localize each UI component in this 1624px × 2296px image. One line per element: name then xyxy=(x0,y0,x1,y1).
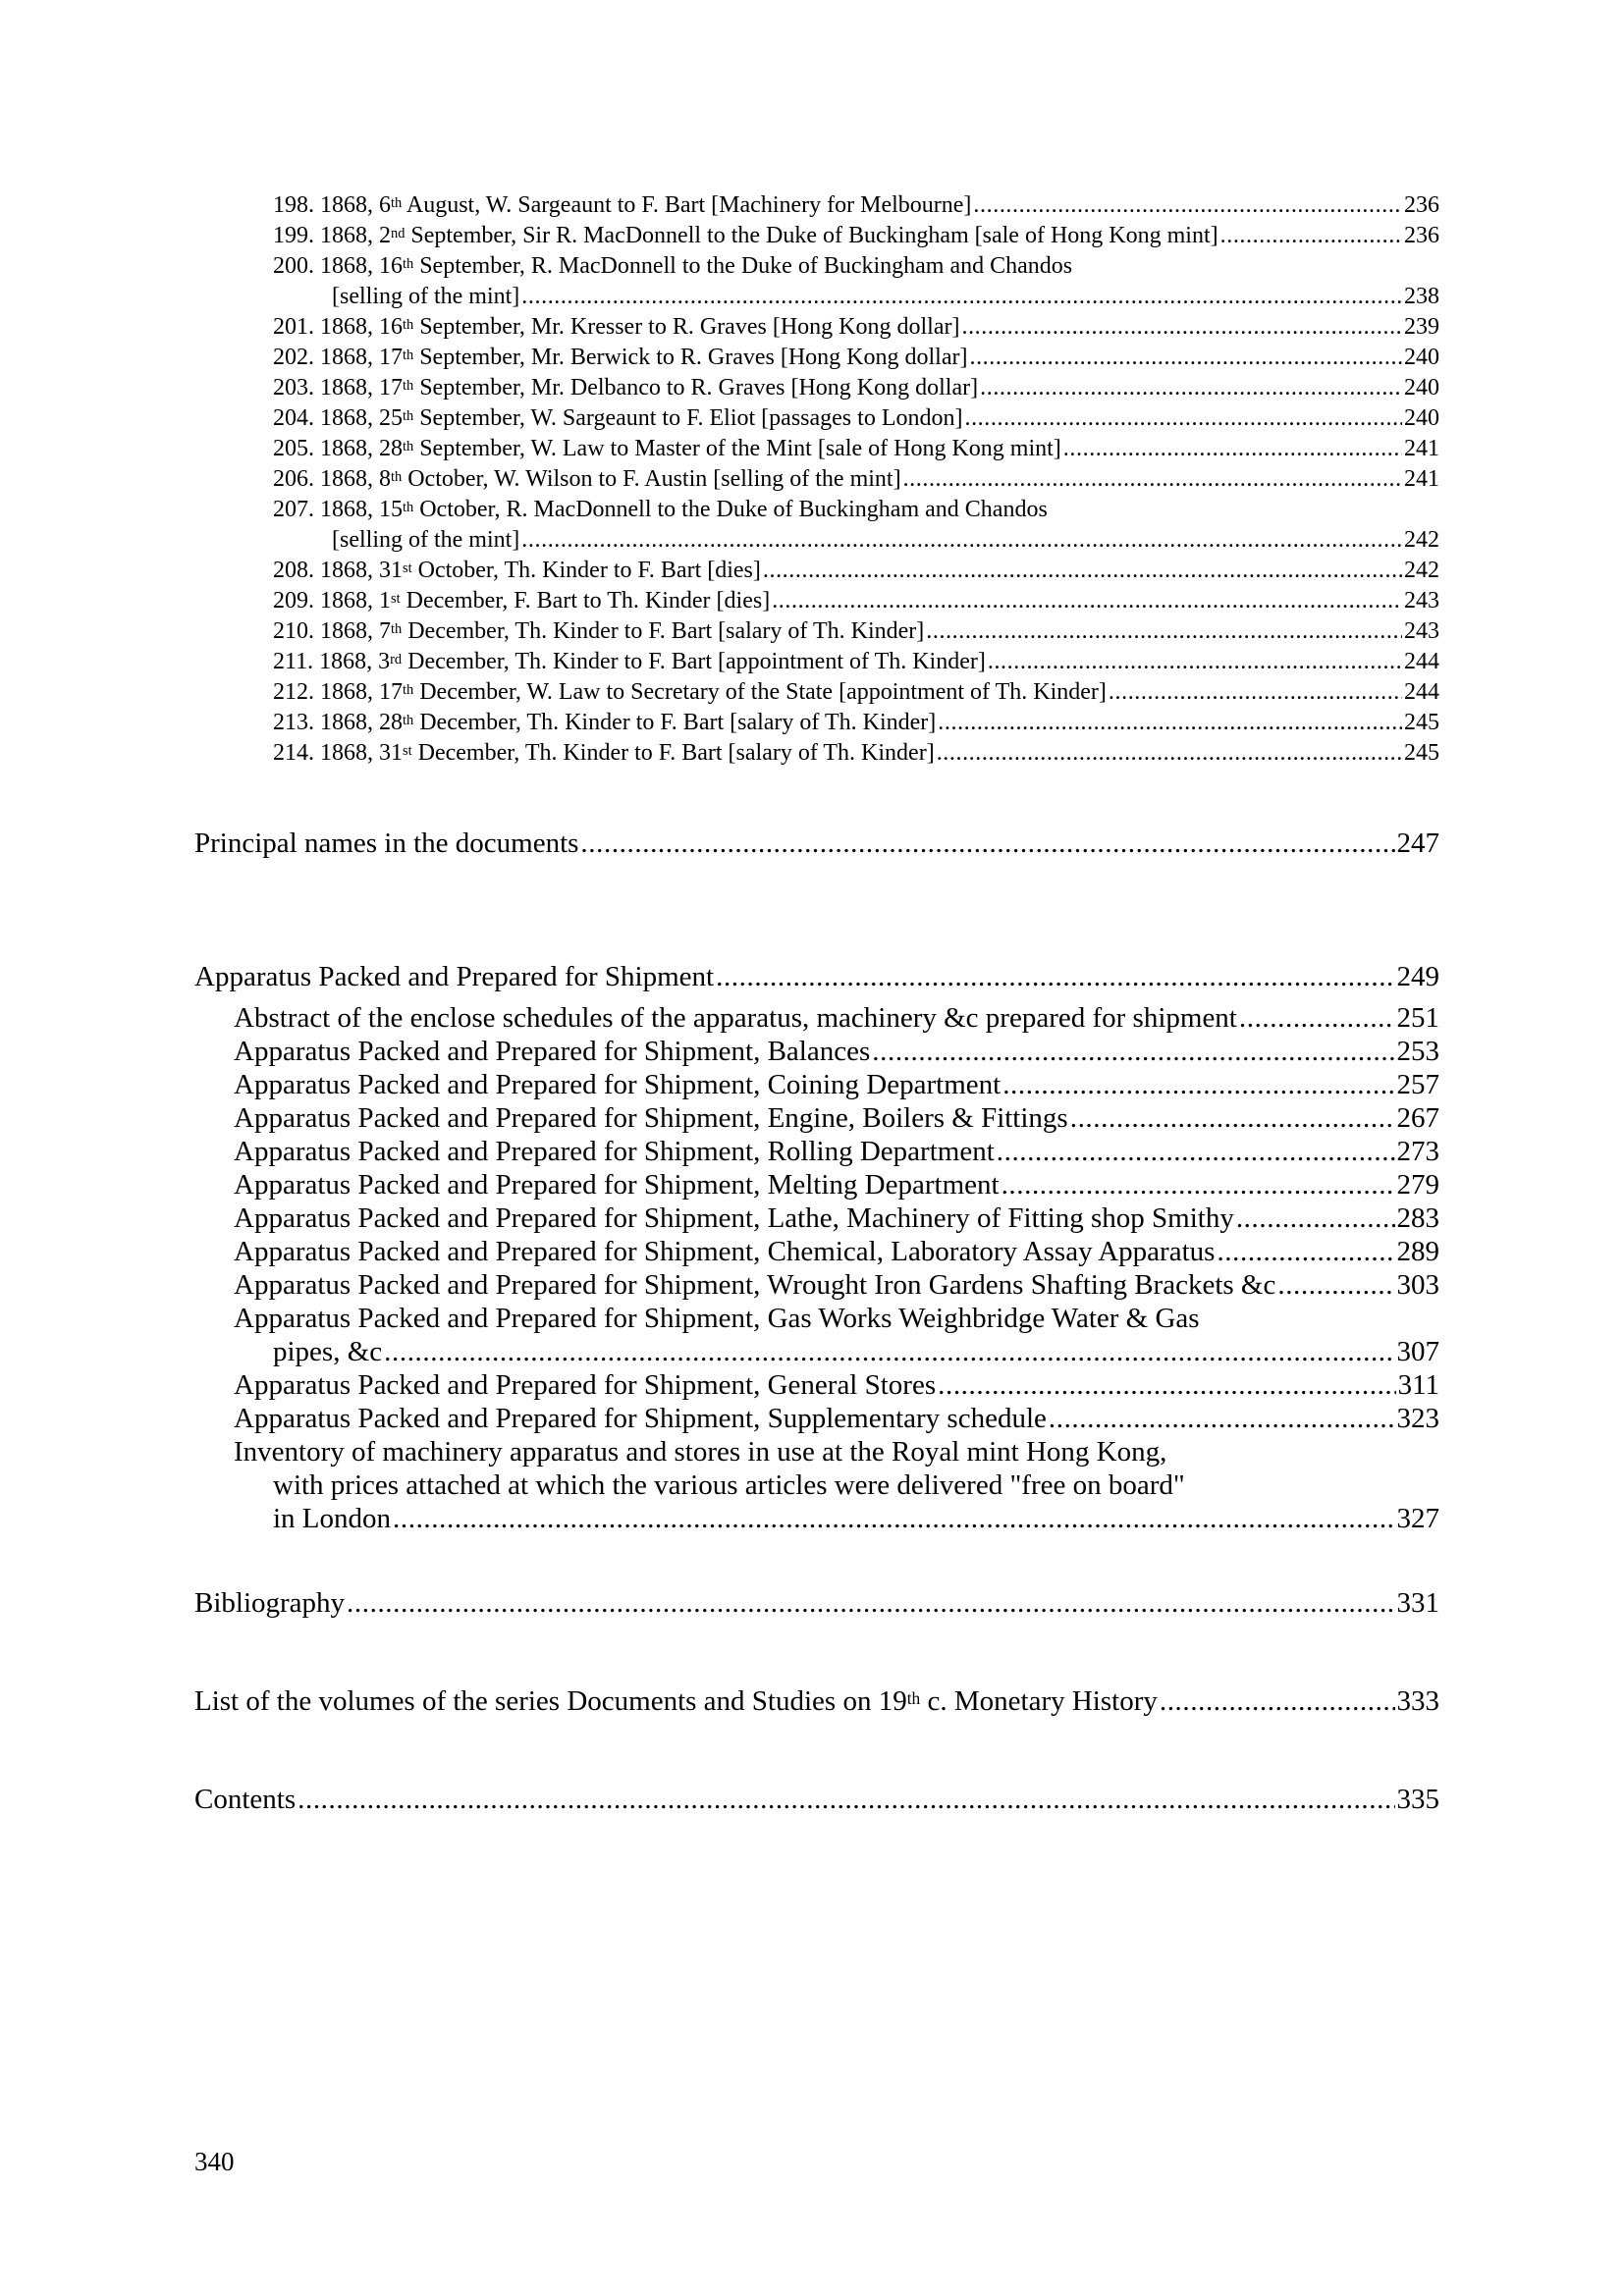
toc-entry-text: List of the volumes of the series Documents and Studies on 19th c. Monetary History xyxy=(194,1685,1158,1717)
toc-page-number: 245 xyxy=(1404,740,1439,766)
toc-page-number: 311 xyxy=(1397,1369,1439,1401)
leader-dots xyxy=(969,345,1402,371)
toc-page-number: 327 xyxy=(1396,1503,1439,1534)
toc-page-number: 243 xyxy=(1404,588,1439,614)
leader-dots xyxy=(926,618,1402,645)
toc-entry-202[interactable] xyxy=(273,345,1439,371)
toc-page-number: 307 xyxy=(1396,1336,1439,1367)
toc-page-number: 242 xyxy=(1404,527,1439,553)
toc-entry-text: Apparatus Packed and Prepared for Shipment, Balances xyxy=(234,1036,871,1067)
leader-dots xyxy=(298,1784,1394,1816)
toc-apparatus-heading[interactable] xyxy=(194,961,1439,993)
toc-contents[interactable] xyxy=(194,1784,1439,1816)
toc-entry-text: 206. 1868, 8th October, W. Wilson to F. Austin [selling of the mint] xyxy=(273,466,901,492)
toc-entry-text: 209. 1868, 1st December, F. Bart to Th. Kinder [dies] xyxy=(273,588,771,614)
leader-dots xyxy=(973,192,1402,219)
toc-apparatus-item[interactable] xyxy=(234,1002,1439,1035)
toc-entry-text: 201. 1868, 16th September, Mr. Kresser to R. Graves [Hong Kong dollar] xyxy=(273,314,960,340)
toc-apparatus-item[interactable] xyxy=(234,1369,1439,1402)
leader-dots xyxy=(347,1587,1394,1620)
leader-dots xyxy=(1220,223,1402,249)
toc-inventory[interactable] xyxy=(273,1503,1439,1535)
leader-dots xyxy=(1277,1269,1394,1302)
toc-apparatus-item[interactable] xyxy=(234,1102,1439,1135)
toc-entry-200[interactable] xyxy=(332,284,1439,310)
leader-dots xyxy=(1002,1069,1394,1101)
leader-dots xyxy=(521,284,1402,310)
toc-entry-text: Apparatus Packed and Prepared for Shipment, Lathe, Machinery of Fitting shop Smithy xyxy=(234,1202,1234,1234)
toc-entry-212[interactable] xyxy=(273,679,1439,706)
toc-page-number: 243 xyxy=(1404,618,1439,644)
leader-dots xyxy=(1109,679,1402,706)
toc-entry-text: [selling of the mint] xyxy=(332,527,520,553)
toc-apparatus-item[interactable] xyxy=(234,1036,1439,1068)
toc-page-number: 239 xyxy=(1404,314,1439,340)
toc-entry-text: 198. 1868, 6th August, W. Sargeaunt to F. Bart [Machinery for Melbourne] xyxy=(273,192,972,218)
leader-dots xyxy=(997,1136,1395,1168)
toc-page-number: 253 xyxy=(1396,1036,1439,1067)
toc-entry-214[interactable] xyxy=(273,740,1439,767)
toc-apparatus-item[interactable] xyxy=(234,1403,1439,1435)
toc-page-number: 249 xyxy=(1396,961,1439,992)
toc-entry-text: 205. 1868, 28th September, W. Law to Master of the Mint [sale of Hong Kong mint] xyxy=(273,436,1061,461)
toc-entry-text: Principal names in the documents xyxy=(194,828,579,859)
toc-entry-206[interactable] xyxy=(273,466,1439,493)
toc-entry-201[interactable] xyxy=(273,314,1439,341)
toc-entry-203[interactable] xyxy=(273,375,1439,401)
toc-entry-text: 203. 1868, 17th September, Mr. Delbanco to R. Graves [Hong Kong dollar] xyxy=(273,375,979,400)
leader-dots xyxy=(988,649,1402,675)
toc-entry-text: Apparatus Packed and Prepared for Shipment, Melting Department xyxy=(234,1169,1000,1201)
toc-page-number: 273 xyxy=(1396,1136,1439,1167)
leader-dots xyxy=(580,828,1394,860)
leader-dots xyxy=(384,1336,1394,1368)
toc-entry-text: Apparatus Packed and Prepared for Shipment, Coining Department xyxy=(234,1069,1001,1100)
toc-entry-text: Contents xyxy=(194,1784,297,1815)
toc-apparatus-item[interactable] xyxy=(234,1136,1439,1168)
toc-volumes-list[interactable] xyxy=(194,1685,1439,1718)
toc-page-number: 236 xyxy=(1404,223,1439,248)
toc-entry-210[interactable] xyxy=(273,618,1439,645)
toc-entry-204[interactable] xyxy=(273,405,1439,432)
toc-inventory-line2[interactable]: with prices attached at which the various articles were delivered "free on board" xyxy=(273,1469,1185,1501)
toc-entry-text: Apparatus Packed and Prepared for Shipment, General Stores xyxy=(234,1369,937,1401)
toc-entry-text: Apparatus Packed and Prepared for Shipment, Engine, Boilers & Fittings xyxy=(234,1102,1068,1134)
toc-page-number: 242 xyxy=(1404,558,1439,583)
toc-entry-text: 210. 1868, 7th December, Th. Kinder to F. Bart [salary of Th. Kinder] xyxy=(273,618,925,644)
toc-apparatus-item-line1[interactable]: Apparatus Packed and Prepared for Shipment, Gas Works Weighbridge Water & Gas xyxy=(234,1303,1200,1334)
toc-entry-text: 211. 1868, 3rd December, Th. Kinder to F. Bart [appointment of Th. Kinder] xyxy=(273,649,986,674)
page-number: 340 xyxy=(194,2147,235,2176)
toc-page-number: 236 xyxy=(1404,192,1439,218)
toc-entry-213[interactable] xyxy=(273,710,1439,736)
toc-page-number: 244 xyxy=(1404,679,1439,705)
toc-page-number: 331 xyxy=(1396,1587,1439,1619)
leader-dots xyxy=(1063,436,1402,462)
toc-page-number: 289 xyxy=(1396,1236,1439,1267)
toc-apparatus-item[interactable] xyxy=(234,1269,1439,1302)
leader-dots xyxy=(937,740,1402,767)
leader-dots xyxy=(938,1369,1395,1402)
toc-page-number: 333 xyxy=(1396,1685,1439,1717)
leader-dots xyxy=(1070,1102,1395,1135)
toc-page-number: 267 xyxy=(1396,1102,1439,1134)
toc-apparatus-item[interactable] xyxy=(234,1169,1439,1201)
leader-dots xyxy=(964,405,1402,432)
toc-page-number: 238 xyxy=(1404,284,1439,309)
toc-entry-text: Apparatus Packed and Prepared for Shipment, Rolling Department xyxy=(234,1136,995,1167)
toc-page-number: 247 xyxy=(1396,828,1439,859)
toc-entry-211[interactable] xyxy=(273,649,1439,675)
toc-entry-text: in London xyxy=(273,1503,392,1534)
toc-entry-text: Apparatus Packed and Prepared for Shipment xyxy=(194,961,715,992)
toc-inventory-line1[interactable]: Inventory of machinery apparatus and stores in use at the Royal mint Hong Kong, xyxy=(234,1436,1167,1468)
toc-entry-text: [selling of the mint] xyxy=(332,284,520,309)
toc-entry-198[interactable] xyxy=(273,192,1439,219)
toc-page-number: 240 xyxy=(1404,375,1439,400)
toc-page-number: 245 xyxy=(1404,710,1439,735)
toc-apparatus-item[interactable] xyxy=(234,1069,1439,1101)
toc-entry-207-line1[interactable]: 207. 1868, 15th October, R. MacDonnell to the Duke of Buckingham and Chandos xyxy=(273,497,1048,522)
toc-entry-text: Bibliography xyxy=(194,1587,346,1619)
toc-page-number: 251 xyxy=(1396,1002,1439,1034)
toc-entry-text: 199. 1868, 2nd September, Sir R. MacDonnell to the Duke of Buckingham [sale of Hong Kong mint] xyxy=(273,223,1218,248)
leader-dots xyxy=(1001,1169,1395,1201)
toc-entry-207[interactable] xyxy=(332,527,1439,554)
leader-dots xyxy=(961,314,1402,341)
toc-apparatus-item[interactable] xyxy=(273,1336,1439,1368)
leader-dots xyxy=(903,466,1402,493)
toc-page-number: 323 xyxy=(1396,1403,1439,1434)
toc-entry-text: 214. 1868, 31st December, Th. Kinder to F. Bart [salary of Th. Kinder] xyxy=(273,740,935,766)
toc-entry-text: pipes, &c xyxy=(273,1336,383,1367)
toc-page-number: 241 xyxy=(1404,436,1439,461)
toc-entry-text: 208. 1868, 31st October, Th. Kinder to F. Bart [dies] xyxy=(273,558,761,583)
toc-page-number: 257 xyxy=(1396,1069,1439,1100)
toc-page-number: 335 xyxy=(1396,1784,1439,1815)
toc-page-number: 283 xyxy=(1396,1202,1439,1234)
toc-page-number: 240 xyxy=(1404,405,1439,431)
toc-entry-text: Apparatus Packed and Prepared for Shipment, Supplementary schedule xyxy=(234,1403,1047,1434)
leader-dots xyxy=(1236,1202,1395,1235)
leader-dots xyxy=(1217,1236,1394,1268)
toc-entry-text: Apparatus Packed and Prepared for Shipment, Chemical, Laboratory Assay Apparatus xyxy=(234,1236,1216,1267)
leader-dots xyxy=(1160,1685,1395,1718)
leader-dots xyxy=(872,1036,1394,1068)
toc-entry-text: Abstract of the enclose schedules of the apparatus, machinery &c prepared for shipment xyxy=(234,1002,1237,1034)
toc-page-number: 279 xyxy=(1396,1169,1439,1201)
toc-entry-200-line1[interactable]: 200. 1868, 16th September, R. MacDonnell to the Duke of Buckingham and Chandos xyxy=(273,253,1073,279)
toc-page-number: 303 xyxy=(1396,1269,1439,1301)
leader-dots xyxy=(716,961,1394,993)
toc-page-number: 244 xyxy=(1404,649,1439,674)
toc-entry-205[interactable] xyxy=(273,436,1439,462)
toc-entry-text: 213. 1868, 28th December, Th. Kinder to F. Bart [salary of Th. Kinder] xyxy=(273,710,937,735)
toc-entry-text: Apparatus Packed and Prepared for Shipment, Wrought Iron Gardens Shafting Brackets &c xyxy=(234,1269,1276,1301)
toc-entry-209[interactable] xyxy=(273,588,1439,614)
toc-entry-208[interactable] xyxy=(273,558,1439,584)
leader-dots xyxy=(938,710,1402,736)
toc-page-number: 241 xyxy=(1404,466,1439,492)
leader-dots xyxy=(772,588,1402,614)
toc-entry-text: 204. 1868, 25th September, W. Sargeaunt to F. Eliot [passages to London] xyxy=(273,405,963,431)
toc-entry-text: 212. 1868, 17th December, W. Law to Secretary of the State [appointment of Th. Kinder] xyxy=(273,679,1107,705)
leader-dots xyxy=(980,375,1402,401)
toc-entry-199[interactable] xyxy=(273,223,1439,249)
leader-dots xyxy=(763,558,1402,584)
toc-page-number: 240 xyxy=(1404,345,1439,370)
toc-principal-names[interactable] xyxy=(194,828,1439,860)
leader-dots xyxy=(521,527,1402,554)
leader-dots xyxy=(393,1503,1394,1535)
leader-dots xyxy=(1239,1002,1395,1035)
toc-apparatus-item[interactable] xyxy=(234,1202,1439,1235)
toc-bibliography[interactable] xyxy=(194,1587,1439,1620)
toc-apparatus-item[interactable] xyxy=(234,1236,1439,1268)
toc-entry-text: 202. 1868, 17th September, Mr. Berwick to R. Graves [Hong Kong dollar] xyxy=(273,345,968,370)
leader-dots xyxy=(1049,1403,1395,1435)
